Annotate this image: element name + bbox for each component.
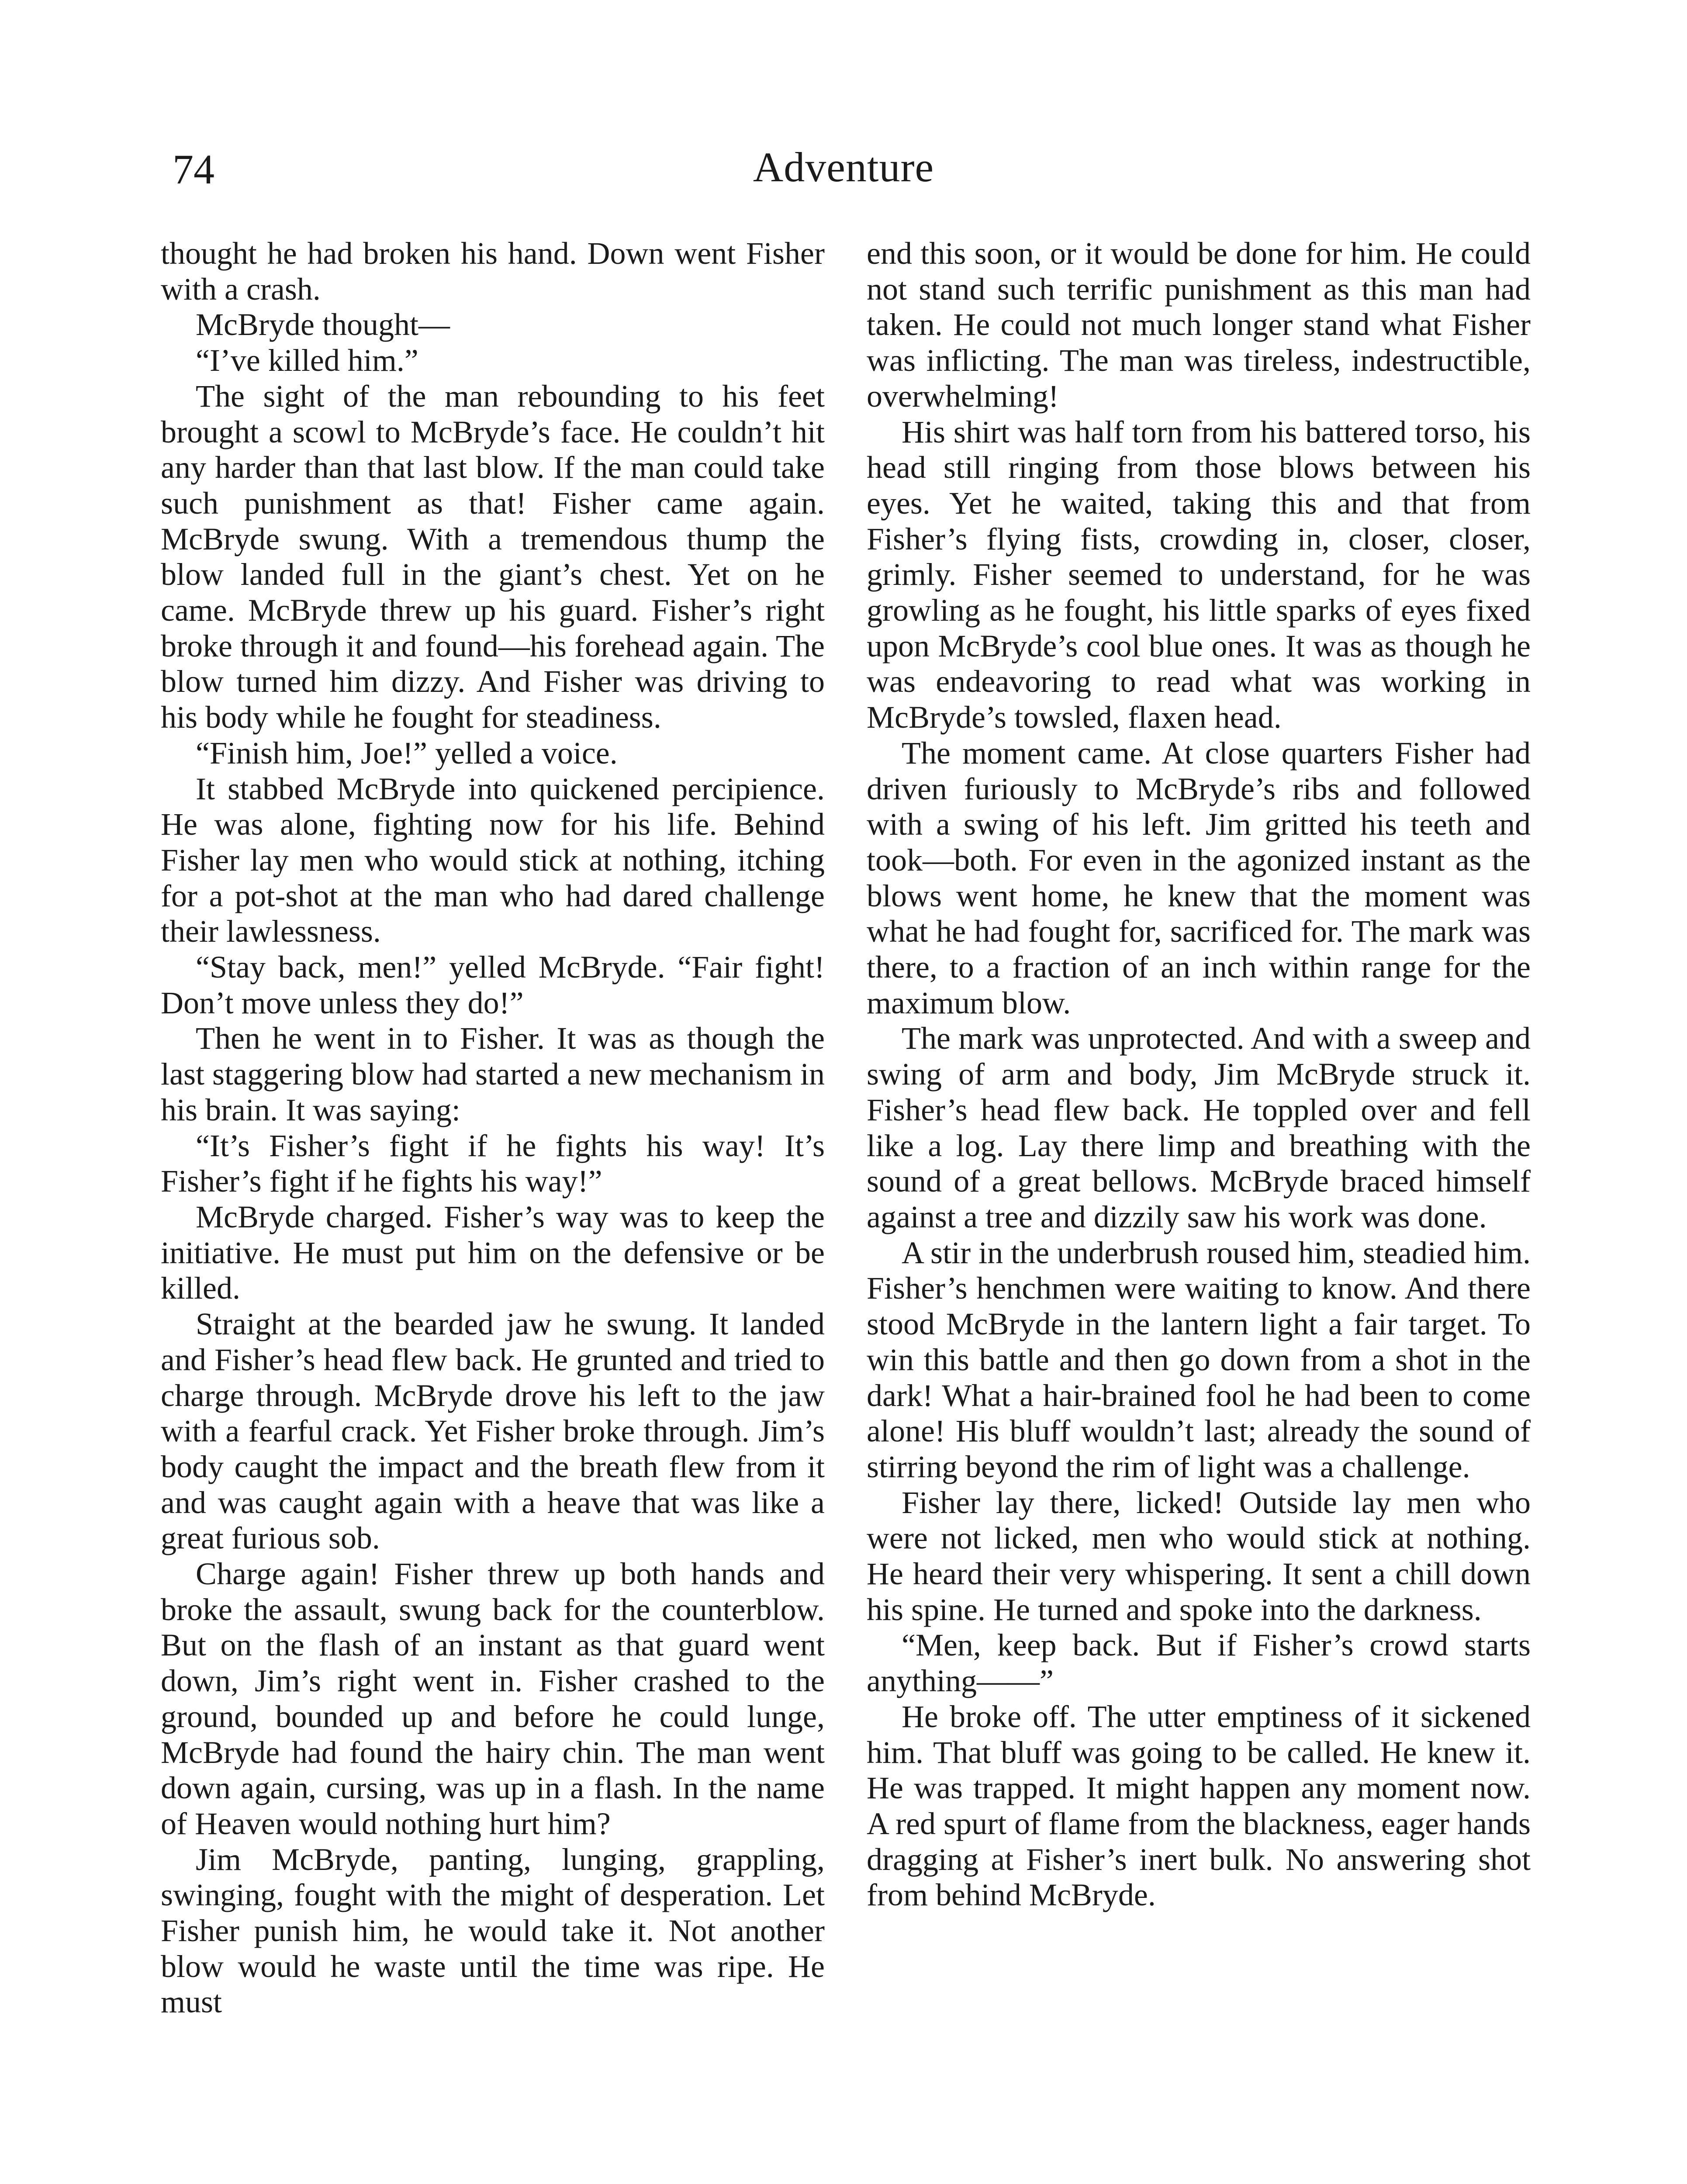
running-head-title: Adventure: [753, 144, 934, 190]
paragraph: Then he went in to Fisher. It was as though the last staggering blow had started a new mechanism in his brain. It was saying:: [161, 1021, 825, 1127]
paragraph: The moment came. At close quarters Fisher had driven furiously to McBryde’s ribs and followed with a swing of his left. Jim gritted his teeth and took—both. For even in the agonized instant as the blows went home, he knew that the moment was what he had fought for, sacrificed for. The mark was there, to a fraction of an inch within range for the maximum blow.: [867, 735, 1531, 1020]
paragraph: Fisher lay there, licked! Outside lay men who were not licked, men who would stick at nothing. He heard their very whispering. It sent a chill down his spine. He turned and spoke into the darkness.: [867, 1485, 1531, 1627]
paragraph: Straight at the bearded jaw he swung. It landed and Fisher’s head flew back. He grunted and tried to charge through. McBryde drove his left to the jaw with a fearful crack. Yet Fisher broke through. Jim’s body caught the impact and the breath flew from it and was caught again with a heave that was like a great furious sob.: [161, 1306, 825, 1556]
paragraph: end this soon, or it would be done for him. He could not stand such terrific punishment as this man had taken. He could not much longer stand what Fisher was inflicting. The man was tireless, indestructible, overwhelming!: [867, 236, 1531, 414]
paragraph: thought he had broken his hand. Down went Fisher with a crash.: [161, 236, 825, 307]
paragraph: “Finish him, Joe!” yelled a voice.: [196, 735, 618, 771]
paragraph: “Stay back, men!” yelled McBryde. “Fair fight! Don’t move unless they do!”: [161, 950, 825, 1020]
paragraph: Jim McBryde, panting, lunging, grappling, swinging, fought with the might of desperation. Let Fisher punish him, he would take it. Not another blow would he waste until the time was ripe. He must: [161, 1842, 825, 2020]
paragraph: McBryde thought—: [196, 307, 450, 342]
right-text-column: [867, 236, 1531, 1913]
paragraph: “I’ve killed him.”: [196, 343, 418, 378]
paragraph: “Men, keep back. But if Fisher’s crowd starts anything——”: [867, 1628, 1531, 1699]
page-number: 74: [173, 146, 214, 193]
paragraph: His shirt was half torn from his battered torso, his head still ringing from those blows between his eyes. Yet he waited, taking this and that from Fisher’s flying fists, crowding in, closer, closer, grimly. Fisher seemed to understand, for he was growling as he fought, his little sparks of eyes fixed upon McBryde’s cool blue ones. It was as though he was endeavoring to read what was working in McBryde’s towsled, flaxen head.: [867, 414, 1531, 735]
paragraph: “It’s Fisher’s fight if he fights his way! It’s Fisher’s fight if he fights his way!”: [161, 1128, 825, 1199]
left-text-column: [161, 236, 825, 2020]
paragraph: A stir in the underbrush roused him, steadied him. Fisher’s henchmen were waiting to know. And there stood McBryde in the lantern light a fair target. To win this battle and then go down from a shot in the dark! What a hair-brained fool he had been to come alone! His bluff wouldn’t last; already the sound of stirring beyond the rim of light was a challenge.: [867, 1235, 1531, 1484]
paragraph: The mark was unprotected. And with a sweep and swing of arm and body, Jim McBryde struck it. Fisher’s head flew back. He toppled over and fell like a log. Lay there limp and breathing with the sound of a great bellows. McBryde braced himself against a tree and dizzily saw his work was done.: [867, 1021, 1531, 1234]
paragraph: The sight of the man rebounding to his feet brought a scowl to McBryde’s face. He couldn’t hit any harder than that last blow. If the man could take such punishment as that! Fisher came again. McBryde swung. With a tremendous thump the blow landed full in the giant’s chest. Yet on he came. McBryde threw up his guard. Fisher’s right broke through it and found—his forehead again. The blow turned him dizzy. And Fisher was driving to his body while he fought for steadiness.: [161, 378, 825, 735]
paragraph: McBryde charged. Fisher’s way was to keep the initiative. He must put him on the defensive or be killed.: [161, 1199, 825, 1306]
paragraph: Charge again! Fisher threw up both hands and broke the assault, swung back for the counterblow. But on the flash of an instant as that guard went down, Jim’s right went in. Fisher crashed to the ground, bounded up and before he could lunge, McBryde had found the hairy chin. The man went down again, cursing, was up in a flash. In the name of Heaven would nothing hurt him?: [161, 1556, 825, 1841]
paragraph: He broke off. The utter emptiness of it sickened him. That bluff was going to be called. He knew it. He was trapped. It might happen any moment now. A red spurt of flame from the blackness, eager hands dragging at Fisher’s inert bulk. No answering shot from behind McBryde.: [867, 1699, 1531, 1913]
paragraph: It stabbed McBryde into quickened percipience. He was alone, fighting now for his life. Behind Fisher lay men who would stick at nothing, itching for a pot-shot at the man who had dared challenge their lawlessness.: [161, 771, 825, 949]
